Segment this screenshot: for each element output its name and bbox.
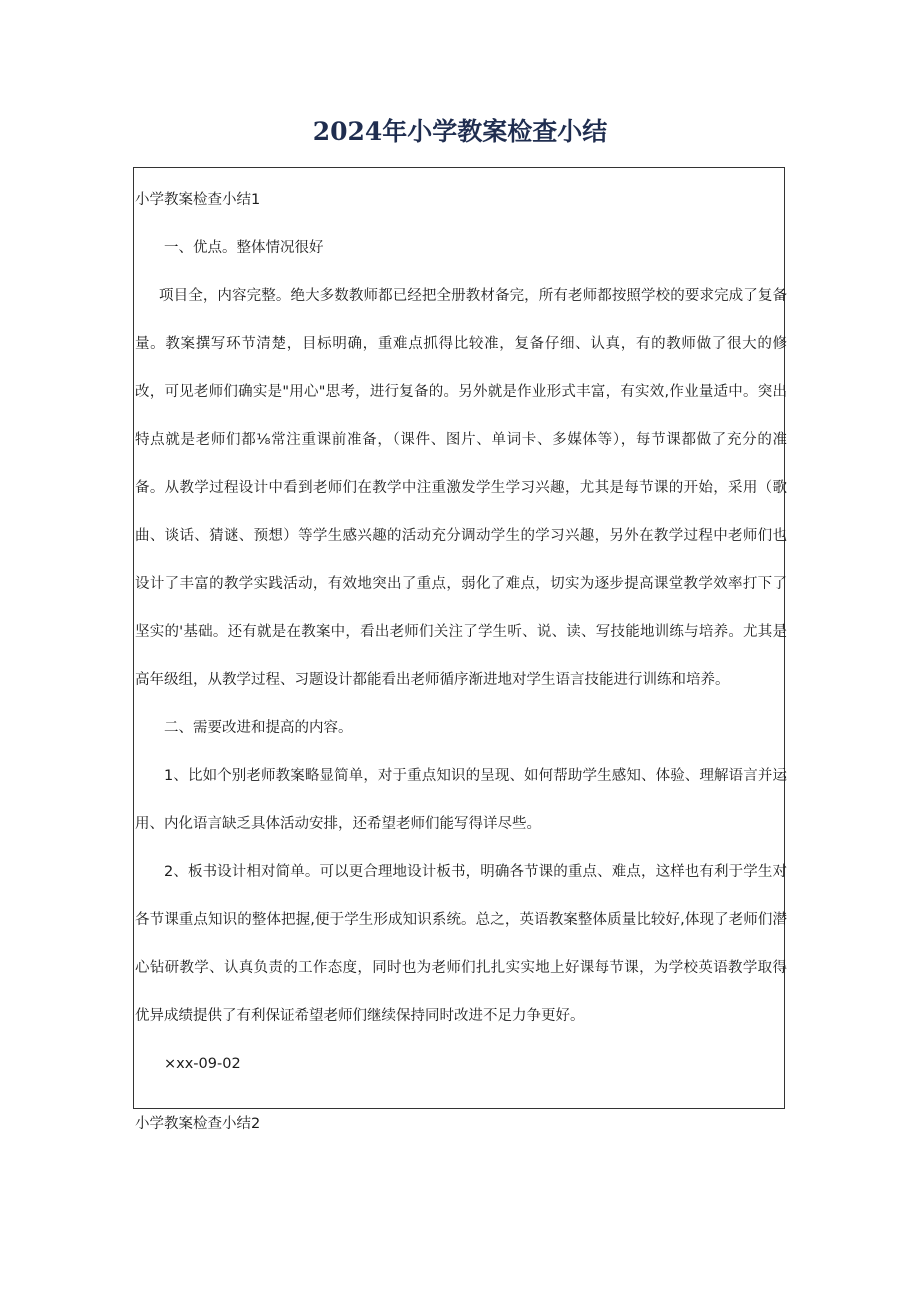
section1-heading: 小学教案检查小结1 bbox=[135, 192, 261, 208]
document-body bbox=[135, 176, 787, 1088]
section2-heading: 小学教案检查小结2 bbox=[135, 1116, 261, 1132]
subheading-advantages: 一、优点。整体情况很好 bbox=[164, 240, 324, 256]
improvement-item-1: 1、比如个别老师教案略显简单，对于重点知识的呈现、如何帮助学生感知、体验、理解语言并运用、内化语言缺乏具体活动安排，还希望老师们能写得详尽些。 bbox=[135, 768, 787, 832]
subheading-improvements: 二、需要改进和提高的内容。 bbox=[164, 720, 353, 736]
improvement-item-2: 2、板书设计相对简单。可以更合理地设计板书，明确各节课的重点、难点，这样也有利于学生对各节课重点知识的整体把握,便于学生形成知识系统。总之，英语教案整体质量比较好,体现了老师们潜心钻研教学、认真负责的工作态度，同时也为老师们扎扎实实地上好课每节课，为学校英语教学取得优异成绩提供了有利保证希望老师们继续保持同时改进不足力争更好。 bbox=[135, 864, 787, 1024]
document-title: 2024年小学教案检查小结 bbox=[312, 117, 608, 146]
document-date: ×xx-09-02 bbox=[164, 1056, 241, 1072]
paragraph-advantages: 项目全，内容完整。绝大多数教师都已经把全册教材备完，所有老师都按照学校的要求完成了复备量。教案撰写环节清楚，目标明确，重难点抓得比较准，复备仔细、认真，有的教师做了很大的修改，可见老师们确实是"用心"思考，进行复备的。另外就是作业形式丰富，有实效,作业量适中。突出特点就是老师们都⅛常注重课前准备，（课件、图片、单词卡、多媒体等），每节课都做了充分的准备。从教学过程设计中看到老师们在教学中注重激发学生学习兴趣，尤其是每节课的开始，采用（歌曲、谈话、猜谜、预想）等学生感兴趣的活动充分调动学生的学习兴趣，另外在教学过程中老师们也设计了丰富的教学实践活动，有效地突出了重点，弱化了难点，切实为逐步提高课堂教学效率打下了坚实的'基础。还有就是在教案中，看出老师们关注了学生听、说、读、写技能地训练与培养。尤其是高年级组，从教学过程、习题设计都能看出老师循序渐进地对学生语言技能进行训练和培养。 bbox=[135, 288, 787, 688]
